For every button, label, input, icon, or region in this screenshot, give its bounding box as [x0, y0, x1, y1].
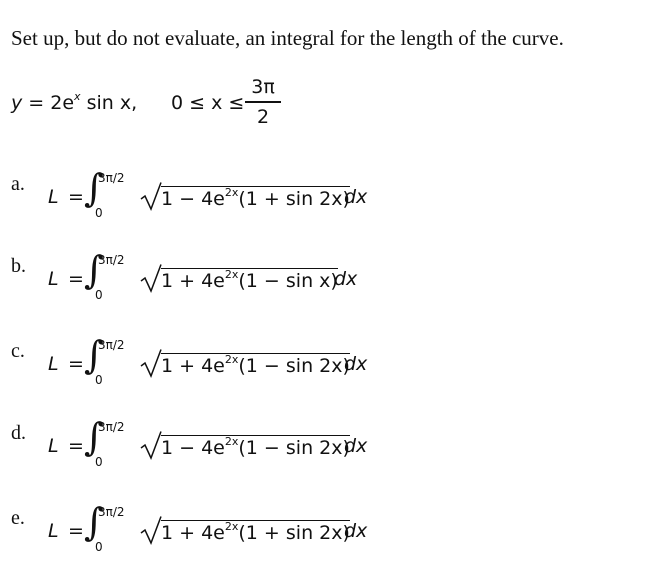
length-symbol: L	[48, 186, 59, 208]
differential: dx	[344, 435, 368, 457]
square-root-icon	[140, 263, 162, 293]
lower-limit: 0	[95, 455, 103, 469]
interval-numerator: 3π	[251, 76, 275, 98]
length-symbol: L	[48, 435, 59, 457]
integral-icon: ∫	[84, 500, 104, 544]
square-root-icon	[140, 515, 162, 545]
answer-option-e[interactable]	[0, 500, 653, 577]
interval-denominator: 2	[256, 105, 270, 128]
answer-option-a[interactable]	[0, 166, 653, 243]
integral-icon: ∫	[84, 333, 104, 377]
function-equals: = 2e	[22, 92, 75, 114]
option-letter: d.	[11, 422, 26, 444]
radicand: $1 + 4e^{2x}(1 - \sin 2x)$	[161, 353, 350, 381]
differential: dx	[344, 520, 368, 542]
lower-limit: 0	[95, 206, 103, 220]
square-root-icon	[140, 430, 162, 460]
interval-fraction	[241, 75, 285, 129]
upper-limit: 3π/2	[98, 171, 125, 185]
differential: dx	[344, 353, 368, 375]
option-letter: b.	[11, 255, 26, 277]
upper-limit: 3π/2	[98, 420, 125, 434]
equals-sign: =	[68, 186, 84, 208]
fraction-bar	[245, 101, 281, 103]
function-lhs: y	[11, 92, 23, 114]
upper-limit: 3π/2	[98, 505, 125, 519]
option-letter: e.	[11, 507, 25, 529]
length-symbol: L	[48, 520, 59, 542]
option-letter: c.	[11, 340, 25, 362]
radicand: $1 - 4e^{2x}(1 + \sin 2x)$	[161, 186, 350, 214]
differential: dx	[344, 186, 368, 208]
interval-left: 0 ≤ x ≤	[171, 92, 245, 114]
equals-sign: =	[68, 268, 84, 290]
function-rest: sin x,	[80, 92, 138, 114]
answer-option-c[interactable]	[0, 333, 653, 410]
lower-limit: 0	[95, 288, 103, 302]
lower-limit: 0	[95, 373, 103, 387]
option-letter: a.	[11, 173, 25, 195]
length-symbol: L	[48, 268, 59, 290]
equals-sign: =	[68, 435, 84, 457]
radicand: $1 - 4e^{2x}(1 - \sin 2x)$	[161, 435, 350, 463]
radicand: $1 + 4e^{2x}(1 + \sin 2x)$	[161, 520, 350, 548]
lower-limit: 0	[95, 540, 103, 554]
upper-limit: 3π/2	[98, 338, 125, 352]
integral-icon: ∫	[84, 415, 104, 459]
differential: dx	[334, 268, 358, 290]
equals-sign: =	[68, 353, 84, 375]
equals-sign: =	[68, 520, 84, 542]
upper-limit: 3π/2	[98, 253, 125, 267]
radicand: $1 + 4e^{2x}(1 - \sin x)$	[161, 268, 338, 296]
square-root-icon	[140, 348, 162, 378]
length-symbol: L	[48, 353, 59, 375]
answer-option-d[interactable]	[0, 415, 653, 492]
integral-icon: ∫	[84, 248, 104, 292]
function-exponent: x	[74, 90, 81, 103]
square-root-icon	[140, 181, 162, 211]
answer-option-b[interactable]	[0, 248, 653, 325]
integral-icon: ∫	[84, 166, 104, 210]
question-prompt: Set up, but do not evaluate, an integral for the length of the curve.	[11, 26, 564, 50]
